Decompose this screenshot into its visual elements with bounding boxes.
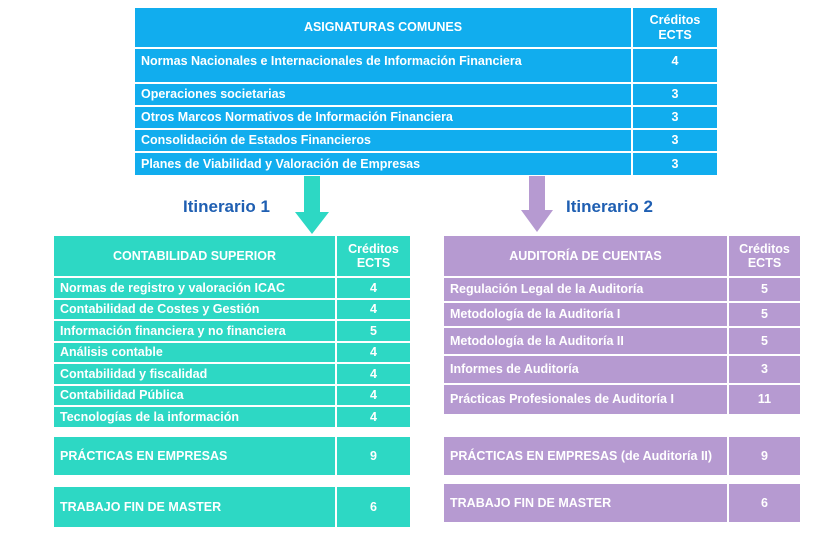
common-row-credits: 3 <box>633 107 717 128</box>
itinerary2-practicas-name: PRÁCTICAS EN EMPRESAS (de Auditoría II) <box>444 437 727 475</box>
itinerary1-title: Itinerario 1 <box>183 197 270 216</box>
itinerary1-row-name: Análisis contable <box>54 343 335 362</box>
itinerary1-row-credits: 4 <box>337 386 410 405</box>
itinerary2-row-name: Metodología de la Auditoría II <box>444 328 727 354</box>
itinerary2-tfm-name: TRABAJO FIN DE MASTER <box>444 484 727 522</box>
itinerary2-row-credits: 5 <box>729 278 800 301</box>
itinerary1-row-name: Normas de registro y valoración ICAC <box>54 278 335 298</box>
itinerary1-row-name: Contabilidad de Costes y Gestión <box>54 300 335 319</box>
arrow-down-icon-itinerary1 <box>295 176 329 236</box>
itinerary2-row-credits: 5 <box>729 303 800 326</box>
itinerary1-row-credits: 4 <box>337 278 410 298</box>
itinerary1-tfm-credits: 6 <box>337 487 410 527</box>
itinerary1-practicas-credits: 9 <box>337 437 410 475</box>
ects-label: ECTS <box>747 256 782 270</box>
itinerary2-row-credits: 5 <box>729 328 800 354</box>
common-row-credits: 3 <box>633 153 717 175</box>
itinerary2-credits-header <box>729 236 800 276</box>
itinerary1-row-credits: 4 <box>337 343 410 362</box>
itinerary2-row-credits: 11 <box>729 385 800 414</box>
common-row-name: Normas Nacionales e Internacionales de Información Financiera <box>135 49 631 82</box>
itinerary1-header: CONTABILIDAD SUPERIOR <box>54 236 335 276</box>
common-row-credits: 3 <box>633 130 717 151</box>
common-credits-header <box>633 8 717 47</box>
common-row-name: Otros Marcos Normativos de Información Financiera <box>135 107 631 128</box>
itinerary2-row-name: Regulación Legal de la Auditoría <box>444 278 727 301</box>
itinerary1-row-name: Contabilidad y fiscalidad <box>54 364 335 384</box>
common-row-name: Planes de Viabilidad y Valoración de Empresas <box>135 153 631 175</box>
itinerary1-practicas-name: PRÁCTICAS EN EMPRESAS <box>54 437 335 475</box>
credits-label: Créditos <box>348 241 399 256</box>
itinerary1-tfm-name: TRABAJO FIN DE MASTER <box>54 487 335 527</box>
itinerary2-row-name: Metodología de la Auditoría I <box>444 303 727 326</box>
itinerary2-header: AUDITORÍA DE CUENTAS <box>444 236 727 276</box>
common-row-name: Operaciones societarias <box>135 84 631 105</box>
itinerary2-tfm-credits: 6 <box>729 484 800 522</box>
common-row-credits: 3 <box>633 84 717 105</box>
common-header: ASIGNATURAS COMUNES <box>135 8 631 47</box>
arrow-down-icon-itinerary2 <box>521 176 553 234</box>
ects-label: ECTS <box>356 256 391 270</box>
common-row-name: Consolidación de Estados Financieros <box>135 130 631 151</box>
itinerary1-row-credits: 4 <box>337 407 410 427</box>
itinerary1-row-credits: 5 <box>337 321 410 341</box>
itinerary1-row-credits: 4 <box>337 364 410 384</box>
common-row-credits: 4 <box>633 49 717 82</box>
itinerary1-row-credits: 4 <box>337 300 410 319</box>
itinerary1-credits-header <box>337 236 410 276</box>
credits-label: Créditos <box>649 13 701 28</box>
credits-label: Créditos <box>739 241 790 256</box>
ects-label: ECTS <box>658 27 692 42</box>
itinerary2-practicas-credits: 9 <box>729 437 800 475</box>
itinerary2-row-credits: 3 <box>729 356 800 383</box>
itinerary2-row-name: Prácticas Profesionales de Auditoría I <box>444 385 727 414</box>
itinerary2-row-name: Informes de Auditoría <box>444 356 727 383</box>
itinerary1-row-name: Tecnologías de la información <box>54 407 335 427</box>
itinerary2-title: Itinerario 2 <box>566 197 653 216</box>
itinerary1-row-name: Contabilidad Pública <box>54 386 335 405</box>
itinerary1-row-name: Información financiera y no financiera <box>54 321 335 341</box>
